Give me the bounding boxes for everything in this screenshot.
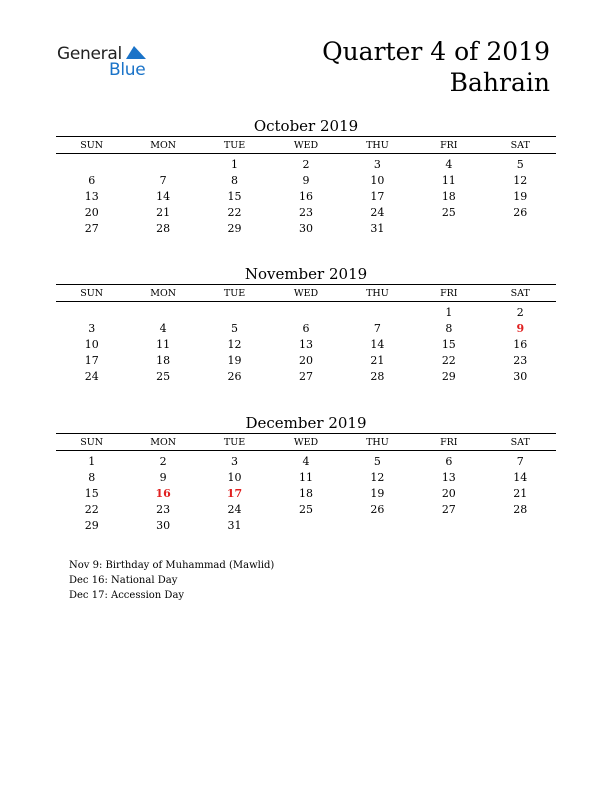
week-row [56, 220, 556, 236]
week-row [56, 517, 556, 533]
day-cell: 1 [445, 305, 453, 319]
day-cell: 14 [156, 189, 171, 203]
day-cell: 21 [513, 486, 528, 500]
day-cell [199, 302, 270, 321]
day-cell: 22 [227, 205, 242, 219]
day-cell: 25 [441, 205, 456, 219]
day-cell: 29 [227, 221, 242, 235]
day-cell [56, 302, 127, 321]
week-row [56, 172, 556, 188]
day-cell: 24 [84, 369, 99, 383]
day-cell: 3 [373, 157, 381, 171]
day-cell: 4 [445, 157, 453, 171]
weekday-header: TUE [199, 285, 270, 302]
day-cell: 4 [302, 454, 310, 468]
day-cell: 23 [156, 502, 171, 516]
week-row [56, 352, 556, 368]
calendar-table [56, 284, 556, 384]
day-cell [127, 154, 198, 173]
day-cell: 2 [302, 157, 310, 171]
day-cell: 28 [370, 369, 385, 383]
day-cell: 4 [159, 321, 167, 335]
week-row [56, 204, 556, 220]
day-cell: 10 [370, 173, 385, 187]
day-cell: 6 [302, 321, 310, 335]
day-cell: 25 [298, 502, 313, 516]
day-cell: 6 [88, 173, 96, 187]
day-cell [342, 517, 413, 533]
day-cell: 31 [227, 518, 242, 532]
day-cell [270, 517, 341, 533]
day-cell: 8 [231, 173, 239, 187]
day-cell: 27 [298, 369, 313, 383]
day-cell: 18 [156, 353, 171, 367]
day-cell: 18 [298, 486, 313, 500]
day-cell: 17 [226, 486, 243, 500]
day-cell: 9 [302, 173, 310, 187]
day-cell: 21 [156, 205, 171, 219]
weekday-header: MON [127, 434, 198, 451]
day-cell: 2 [159, 454, 167, 468]
generalblue-logo [57, 44, 157, 84]
weekday-header: THU [342, 285, 413, 302]
day-cell: 5 [373, 454, 381, 468]
day-cell: 20 [441, 486, 456, 500]
week-row [56, 368, 556, 384]
day-cell: 19 [370, 486, 385, 500]
weekday-header: SUN [56, 434, 127, 451]
day-cell [485, 517, 556, 533]
calendar-body [56, 154, 556, 237]
day-cell: 1 [231, 157, 239, 171]
weekday-header: FRI [413, 137, 484, 154]
day-cell: 15 [84, 486, 99, 500]
weekday-header: FRI [413, 285, 484, 302]
day-cell: 12 [370, 470, 385, 484]
day-cell: 7 [516, 454, 524, 468]
day-cell: 28 [513, 502, 528, 516]
day-cell [270, 302, 341, 321]
day-cell: 3 [231, 454, 239, 468]
day-cell: 5 [516, 157, 524, 171]
day-cell: 23 [513, 353, 528, 367]
calendar-table [56, 136, 556, 236]
day-cell: 10 [227, 470, 242, 484]
day-cell: 14 [513, 470, 528, 484]
day-cell [485, 220, 556, 236]
week-row [56, 485, 556, 501]
week-row [56, 336, 556, 352]
weekday-header: TUE [199, 137, 270, 154]
week-row [56, 302, 556, 321]
day-cell: 13 [441, 470, 456, 484]
day-cell: 26 [513, 205, 528, 219]
day-cell: 8 [88, 470, 96, 484]
month-title: November 2019 [244, 265, 368, 283]
weekday-header: SAT [485, 434, 556, 451]
day-cell: 18 [441, 189, 456, 203]
month-calendar-october [56, 116, 556, 236]
weekday-header: SAT [485, 137, 556, 154]
day-cell: 23 [298, 205, 313, 219]
weekday-header: WED [270, 285, 341, 302]
day-cell: 24 [370, 205, 385, 219]
day-cell [342, 302, 413, 321]
day-cell: 26 [227, 369, 242, 383]
weekday-header: WED [270, 434, 341, 451]
day-cell: 30 [156, 518, 171, 532]
calendar-body [56, 302, 556, 385]
weekday-header: THU [342, 434, 413, 451]
day-cell [56, 154, 127, 173]
day-cell: 12 [227, 337, 242, 351]
weekday-header: TUE [199, 434, 270, 451]
month-calendar-november [56, 264, 556, 384]
weekday-header: FRI [413, 434, 484, 451]
country-name: Bahrain [449, 68, 550, 97]
day-cell: 11 [441, 173, 456, 187]
day-cell: 31 [370, 221, 385, 235]
holiday-note: Nov 9: Birthday of Muhammad (Mawlid) [69, 560, 275, 571]
holiday-notes [69, 558, 274, 603]
day-cell: 12 [513, 173, 528, 187]
day-cell: 15 [441, 337, 456, 351]
day-cell: 15 [227, 189, 242, 203]
weekday-header-row [56, 285, 556, 302]
day-cell: 20 [84, 205, 99, 219]
day-cell: 30 [298, 221, 313, 235]
day-cell: 11 [298, 470, 313, 484]
week-row [56, 154, 556, 173]
day-cell: 17 [84, 353, 99, 367]
day-cell: 28 [156, 221, 171, 235]
day-cell: 9 [159, 470, 167, 484]
day-cell: 1 [88, 454, 96, 468]
day-cell: 25 [156, 369, 171, 383]
month-calendar-december [56, 413, 556, 533]
day-cell: 22 [84, 502, 99, 516]
day-cell: 10 [84, 337, 99, 351]
weekday-header: WED [270, 137, 341, 154]
weekday-header: THU [342, 137, 413, 154]
day-cell [413, 220, 484, 236]
day-cell: 22 [441, 353, 456, 367]
week-row [56, 501, 556, 517]
day-cell: 16 [155, 486, 171, 500]
day-cell: 3 [88, 321, 96, 335]
day-cell: 7 [373, 321, 381, 335]
day-cell: 7 [159, 173, 167, 187]
holiday-note: Dec 17: Accession Day [69, 590, 185, 601]
day-cell [413, 517, 484, 533]
weekday-header-row [56, 434, 556, 451]
week-row [56, 469, 556, 485]
day-cell: 9 [516, 321, 525, 335]
day-cell: 20 [298, 353, 313, 367]
day-cell: 27 [84, 221, 99, 235]
logo-text-general: General [57, 44, 122, 64]
weekday-header: MON [127, 285, 198, 302]
day-cell: 13 [84, 189, 99, 203]
weekday-header: SAT [485, 285, 556, 302]
day-cell: 8 [445, 321, 453, 335]
weekday-header: SUN [56, 285, 127, 302]
day-cell: 16 [513, 337, 528, 351]
day-cell: 21 [370, 353, 385, 367]
week-row [56, 320, 556, 336]
day-cell: 19 [227, 353, 242, 367]
day-cell: 11 [156, 337, 171, 351]
day-cell [127, 302, 198, 321]
day-cell: 29 [84, 518, 99, 532]
day-cell: 6 [445, 454, 453, 468]
calendar-body [56, 451, 556, 534]
day-cell: 26 [370, 502, 385, 516]
day-cell: 27 [441, 502, 456, 516]
day-cell: 29 [441, 369, 456, 383]
day-cell: 14 [370, 337, 385, 351]
week-row [56, 451, 556, 470]
day-cell: 30 [513, 369, 528, 383]
page-title: Quarter 4 of 2019 [322, 37, 550, 66]
month-title: October 2019 [253, 117, 359, 135]
holiday-note: Dec 16: National Day [69, 575, 178, 586]
weekday-header: MON [127, 137, 198, 154]
month-title: December 2019 [245, 414, 367, 432]
weekday-header-row [56, 137, 556, 154]
day-cell: 24 [227, 502, 242, 516]
day-cell: 2 [516, 305, 524, 319]
day-cell: 5 [231, 321, 239, 335]
day-cell: 17 [370, 189, 385, 203]
logo-text-blue: Blue [109, 60, 146, 80]
day-cell: 13 [298, 337, 313, 351]
day-cell: 19 [513, 189, 528, 203]
week-row [56, 188, 556, 204]
page-header [322, 36, 550, 98]
calendar-table [56, 433, 556, 533]
weekday-header: SUN [56, 137, 127, 154]
day-cell: 16 [298, 189, 313, 203]
